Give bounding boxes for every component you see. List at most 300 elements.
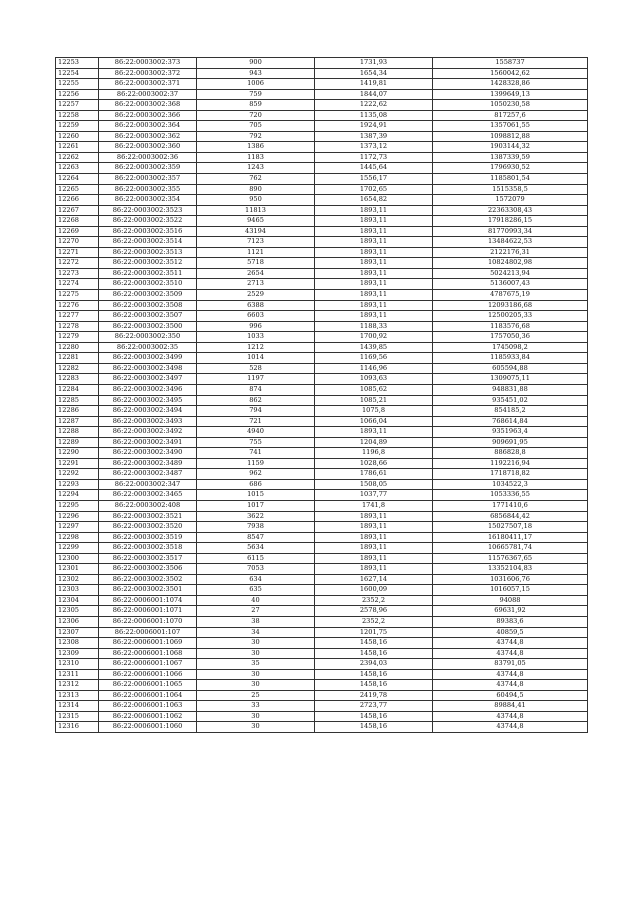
specific-value-cell: 1169,56: [315, 353, 433, 364]
specific-value-cell: 2723,77: [315, 701, 433, 712]
cadastral-number-cell: 86:22:0003002:347: [99, 479, 197, 490]
table-row: [56, 479, 588, 490]
cadastral-number-cell: 86:22:0006001:1074: [99, 595, 197, 606]
specific-value-cell: 1172,73: [315, 152, 433, 163]
specific-value-cell: 1893,11: [315, 290, 433, 301]
table-row: [56, 553, 588, 564]
cadastral-value-cell: 43744,8: [433, 680, 588, 691]
area-cell: 862: [197, 395, 315, 406]
cadastral-value-cell: 605594,88: [433, 363, 588, 374]
specific-value-cell: 1135,08: [315, 110, 433, 121]
row-number-cell: 12297: [56, 522, 99, 533]
specific-value-cell: 1893,11: [315, 258, 433, 269]
cadastral-number-cell: 86:22:0003002:408: [99, 500, 197, 511]
cadastral-value-cell: 43744,8: [433, 711, 588, 722]
cadastral-number-cell: 86:22:0003002:3501: [99, 585, 197, 596]
area-cell: 762: [197, 174, 315, 185]
cadastral-value-cell: 935451,02: [433, 395, 588, 406]
area-cell: 943: [197, 68, 315, 79]
table-row: [56, 585, 588, 596]
specific-value-cell: 1387,39: [315, 131, 433, 142]
specific-value-cell: 1458,16: [315, 648, 433, 659]
row-number-cell: 12304: [56, 595, 99, 606]
table-row: [56, 648, 588, 659]
row-number-cell: 12294: [56, 490, 99, 501]
area-cell: 1159: [197, 458, 315, 469]
specific-value-cell: 1196,8: [315, 448, 433, 459]
row-number-cell: 12254: [56, 68, 99, 79]
area-cell: 30: [197, 669, 315, 680]
specific-value-cell: 1893,11: [315, 205, 433, 216]
cadastral-value-cell: 1515358,5: [433, 184, 588, 195]
row-number-cell: 12290: [56, 448, 99, 459]
specific-value-cell: 1893,11: [315, 268, 433, 279]
table-row: [56, 532, 588, 543]
area-cell: 40: [197, 595, 315, 606]
cadastral-number-cell: 86:22:0003002:3514: [99, 237, 197, 248]
cadastral-number-cell: 86:22:0003002:359: [99, 163, 197, 174]
row-number-cell: 12296: [56, 511, 99, 522]
table-row: [56, 564, 588, 575]
area-cell: 30: [197, 648, 315, 659]
row-number-cell: 12285: [56, 395, 99, 406]
cadastral-number-cell: 86:22:0006001:1060: [99, 722, 197, 733]
specific-value-cell: 1700,92: [315, 332, 433, 343]
specific-value-cell: 1731,93: [315, 58, 433, 69]
table-row: [56, 722, 588, 733]
cadastral-value-cell: 22363308,43: [433, 205, 588, 216]
cadastral-value-cell: 83791,05: [433, 659, 588, 670]
row-number-cell: 12312: [56, 680, 99, 691]
table-row: [56, 279, 588, 290]
cadastral-value-cell: 948831,88: [433, 384, 588, 395]
cadastral-value-cell: 15027507,18: [433, 522, 588, 533]
area-cell: 6115: [197, 553, 315, 564]
area-cell: 1014: [197, 353, 315, 364]
cadastral-number-cell: 86:22:0003002:3495: [99, 395, 197, 406]
cadastral-number-cell: 86:22:0003002:373: [99, 58, 197, 69]
table-row: [56, 690, 588, 701]
cadastral-number-cell: 86:22:0003002:3507: [99, 311, 197, 322]
specific-value-cell: 1508,05: [315, 479, 433, 490]
cadastral-value-cell: 1428328,86: [433, 79, 588, 90]
row-number-cell: 12262: [56, 152, 99, 163]
table-row: [56, 226, 588, 237]
specific-value-cell: 1893,11: [315, 311, 433, 322]
specific-value-cell: 1893,11: [315, 226, 433, 237]
cadastral-number-cell: 86:22:0003002:3516: [99, 226, 197, 237]
cadastral-number-cell: 86:22:0003002:350: [99, 332, 197, 343]
specific-value-cell: 2419,78: [315, 690, 433, 701]
cadastral-value-cell: 1796930,52: [433, 163, 588, 174]
row-number-cell: 12266: [56, 195, 99, 206]
cadastral-number-cell: 86:22:0003002:3500: [99, 321, 197, 332]
cadastral-value-cell: 81770993,34: [433, 226, 588, 237]
specific-value-cell: 1445,64: [315, 163, 433, 174]
specific-value-cell: 1893,11: [315, 216, 433, 227]
cadastral-number-cell: 86:22:0003002:3509: [99, 290, 197, 301]
table-row: [56, 321, 588, 332]
table-row: [56, 68, 588, 79]
cadastral-number-cell: 86:22:0003002:3494: [99, 406, 197, 417]
specific-value-cell: 1458,16: [315, 711, 433, 722]
cadastral-number-cell: 86:22:0003002:3499: [99, 353, 197, 364]
row-number-cell: 12256: [56, 89, 99, 100]
table-row: [56, 58, 588, 69]
cadastral-number-cell: 86:22:0003002:3520: [99, 522, 197, 533]
row-number-cell: 12253: [56, 58, 99, 69]
cadastral-value-cell: 1560042,62: [433, 68, 588, 79]
cadastral-value-cell: 43744,8: [433, 722, 588, 733]
row-number-cell: 12310: [56, 659, 99, 670]
specific-value-cell: 1222,62: [315, 100, 433, 111]
table-row: [56, 268, 588, 279]
cadastral-value-cell: 1031606,76: [433, 574, 588, 585]
cadastral-value-cell: 10824802,98: [433, 258, 588, 269]
cadastral-value-cell: 1183576,68: [433, 321, 588, 332]
cadastral-value-cell: 12500205,33: [433, 311, 588, 322]
area-cell: 30: [197, 711, 315, 722]
cadastral-number-cell: 86:22:0003002:3511: [99, 268, 197, 279]
area-cell: 1243: [197, 163, 315, 174]
cadastral-number-cell: 86:22:0003002:364: [99, 121, 197, 132]
specific-value-cell: 1893,11: [315, 511, 433, 522]
cadastral-value-cell: 94088: [433, 595, 588, 606]
cadastral-number-cell: 86:22:0003002:3519: [99, 532, 197, 543]
area-cell: 755: [197, 437, 315, 448]
specific-value-cell: 1373,12: [315, 142, 433, 153]
row-number-cell: 12274: [56, 279, 99, 290]
row-number-cell: 12309: [56, 648, 99, 659]
row-number-cell: 12260: [56, 131, 99, 142]
table-row: [56, 469, 588, 480]
specific-value-cell: 1786,61: [315, 469, 433, 480]
row-number-cell: 12269: [56, 226, 99, 237]
row-number-cell: 12307: [56, 627, 99, 638]
specific-value-cell: 1201,75: [315, 627, 433, 638]
specific-value-cell: 1146,96: [315, 363, 433, 374]
area-cell: 721: [197, 416, 315, 427]
cadastral-number-cell: 86:22:0003002:357: [99, 174, 197, 185]
area-cell: 705: [197, 121, 315, 132]
specific-value-cell: 1893,11: [315, 553, 433, 564]
cadastral-value-cell: 1718718,82: [433, 469, 588, 480]
cadastral-value-cell: 12093186,68: [433, 300, 588, 311]
cadastral-value-cell: 1558737: [433, 58, 588, 69]
row-number-cell: 12258: [56, 110, 99, 121]
area-cell: 2713: [197, 279, 315, 290]
specific-value-cell: 1439,85: [315, 342, 433, 353]
table-row: [56, 174, 588, 185]
row-number-cell: 12282: [56, 363, 99, 374]
area-cell: 1015: [197, 490, 315, 501]
row-number-cell: 12308: [56, 638, 99, 649]
table-row: [56, 205, 588, 216]
table-row: [56, 311, 588, 322]
row-number-cell: 12259: [56, 121, 99, 132]
table-row: [56, 184, 588, 195]
table-row: [56, 511, 588, 522]
row-number-cell: 12286: [56, 406, 99, 417]
table-body: [56, 58, 588, 733]
table-row: [56, 258, 588, 269]
row-number-cell: 12272: [56, 258, 99, 269]
specific-value-cell: 1188,33: [315, 321, 433, 332]
area-cell: 5718: [197, 258, 315, 269]
table-row: [56, 574, 588, 585]
row-number-cell: 12265: [56, 184, 99, 195]
row-number-cell: 12267: [56, 205, 99, 216]
cadastral-number-cell: 86:22:0003002:3502: [99, 574, 197, 585]
cadastral-number-cell: 86:22:0003002:3518: [99, 543, 197, 554]
area-cell: 890: [197, 184, 315, 195]
area-cell: 1183: [197, 152, 315, 163]
cadastral-value-cell: 69631,92: [433, 606, 588, 617]
row-number-cell: 12277: [56, 311, 99, 322]
area-cell: 635: [197, 585, 315, 596]
area-cell: 30: [197, 722, 315, 733]
cadastral-number-cell: 86:22:0006001:1062: [99, 711, 197, 722]
specific-value-cell: 1654,82: [315, 195, 433, 206]
area-cell: 1121: [197, 247, 315, 258]
cadastral-number-cell: 86:22:0003002:3489: [99, 458, 197, 469]
area-cell: 1197: [197, 374, 315, 385]
row-number-cell: 12316: [56, 722, 99, 733]
row-number-cell: 12288: [56, 427, 99, 438]
row-number-cell: 12264: [56, 174, 99, 185]
area-cell: 25: [197, 690, 315, 701]
table-row: [56, 448, 588, 459]
cadastral-value-cell: 5136007,43: [433, 279, 588, 290]
area-cell: 6603: [197, 311, 315, 322]
area-cell: 1033: [197, 332, 315, 343]
cadastral-value-cell: 89884,41: [433, 701, 588, 712]
table-row: [56, 110, 588, 121]
table-row: [56, 290, 588, 301]
row-number-cell: 12257: [56, 100, 99, 111]
area-cell: 794: [197, 406, 315, 417]
cadastral-number-cell: 86:22:0006001:1067: [99, 659, 197, 670]
cadastral-value-cell: 16180411,17: [433, 532, 588, 543]
specific-value-cell: 2394,03: [315, 659, 433, 670]
area-cell: 27: [197, 606, 315, 617]
area-cell: 3622: [197, 511, 315, 522]
cadastral-number-cell: 86:22:0006001:1071: [99, 606, 197, 617]
area-cell: 7053: [197, 564, 315, 575]
row-number-cell: 12315: [56, 711, 99, 722]
area-cell: 7938: [197, 522, 315, 533]
cadastral-value-cell: 1572079: [433, 195, 588, 206]
specific-value-cell: 1204,89: [315, 437, 433, 448]
cadastral-number-cell: 86:22:0003002:354: [99, 195, 197, 206]
table-row: [56, 374, 588, 385]
table-row: [56, 543, 588, 554]
area-cell: 528: [197, 363, 315, 374]
table-row: [56, 437, 588, 448]
table-row: [56, 711, 588, 722]
specific-value-cell: 1075,8: [315, 406, 433, 417]
table-row: [56, 500, 588, 511]
cadastral-number-cell: 86:22:0003002:3465: [99, 490, 197, 501]
specific-value-cell: 1600,09: [315, 585, 433, 596]
table-row: [56, 490, 588, 501]
cadastral-number-cell: 86:22:0003002:3506: [99, 564, 197, 575]
table-row: [56, 237, 588, 248]
specific-value-cell: 1893,11: [315, 247, 433, 258]
specific-value-cell: 1037,77: [315, 490, 433, 501]
table-row: [56, 100, 588, 111]
cadastral-value-cell: 909691,95: [433, 437, 588, 448]
row-number-cell: 12313: [56, 690, 99, 701]
row-number-cell: 12305: [56, 606, 99, 617]
cadastral-number-cell: 86:22:0003002:3523: [99, 205, 197, 216]
row-number-cell: 12314: [56, 701, 99, 712]
area-cell: 9465: [197, 216, 315, 227]
row-number-cell: 12300: [56, 553, 99, 564]
cadastral-value-cell: 43744,8: [433, 648, 588, 659]
area-cell: 35: [197, 659, 315, 670]
cadastral-number-cell: 86:22:0003002:37: [99, 89, 197, 100]
table-row: [56, 121, 588, 132]
cadastral-value-cell: 1387339,59: [433, 152, 588, 163]
area-cell: 1017: [197, 500, 315, 511]
area-cell: 38: [197, 616, 315, 627]
specific-value-cell: 1893,11: [315, 427, 433, 438]
table-row: [56, 669, 588, 680]
area-cell: 1386: [197, 142, 315, 153]
area-cell: 34: [197, 627, 315, 638]
row-number-cell: 12281: [56, 353, 99, 364]
specific-value-cell: 1893,11: [315, 279, 433, 290]
cadastral-value-cell: 1050230,58: [433, 100, 588, 111]
row-number-cell: 12311: [56, 669, 99, 680]
row-number-cell: 12289: [56, 437, 99, 448]
area-cell: 30: [197, 680, 315, 691]
table-row: [56, 363, 588, 374]
cadastral-value-cell: 1745098,2: [433, 342, 588, 353]
cadastral-number-cell: 86:22:0003002:3498: [99, 363, 197, 374]
cadastral-number-cell: 86:22:0003002:371: [99, 79, 197, 90]
cadastral-value-cell: 768614,84: [433, 416, 588, 427]
table-row: [56, 195, 588, 206]
table-row: [56, 701, 588, 712]
row-number-cell: 12299: [56, 543, 99, 554]
row-number-cell: 12263: [56, 163, 99, 174]
cadastral-value-cell: 9351963,4: [433, 427, 588, 438]
table-row: [56, 353, 588, 364]
specific-value-cell: 1844,07: [315, 89, 433, 100]
row-number-cell: 12276: [56, 300, 99, 311]
area-cell: 30: [197, 638, 315, 649]
row-number-cell: 12301: [56, 564, 99, 575]
specific-value-cell: 1702,65: [315, 184, 433, 195]
cadastral-number-cell: 86:22:0003002:35: [99, 342, 197, 353]
cadastral-value-cell: 1192216,94: [433, 458, 588, 469]
table-row: [56, 416, 588, 427]
row-number-cell: 12261: [56, 142, 99, 153]
cadastral-number-cell: 86:22:0003002:3492: [99, 427, 197, 438]
specific-value-cell: 2352,2: [315, 595, 433, 606]
cadastral-number-cell: 86:22:0003002:3496: [99, 384, 197, 395]
cadastral-value-cell: 40859,5: [433, 627, 588, 638]
cadastral-number-cell: 86:22:0006001:1066: [99, 669, 197, 680]
area-cell: 7123: [197, 237, 315, 248]
cadastral-number-cell: 86:22:0006001:1070: [99, 616, 197, 627]
table-row: [56, 606, 588, 617]
specific-value-cell: 1085,21: [315, 395, 433, 406]
cadastral-value-cell: 17918286,15: [433, 216, 588, 227]
row-number-cell: 12292: [56, 469, 99, 480]
area-cell: 43194: [197, 226, 315, 237]
area-cell: 2529: [197, 290, 315, 301]
table-row: [56, 131, 588, 142]
cadastral-value-cell: 43744,8: [433, 638, 588, 649]
cadastral-value-cell: 854185,2: [433, 406, 588, 417]
area-cell: 4940: [197, 427, 315, 438]
table-row: [56, 332, 588, 343]
cadastral-number-cell: 86:22:0003002:3522: [99, 216, 197, 227]
row-number-cell: 12278: [56, 321, 99, 332]
cadastral-value-cell: 1034522,3: [433, 479, 588, 490]
table-row: [56, 627, 588, 638]
cadastral-number-cell: 86:22:0003002:3497: [99, 374, 197, 385]
cadastral-value-table: [55, 57, 588, 733]
specific-value-cell: 1893,11: [315, 543, 433, 554]
cadastral-value-cell: 5024213,94: [433, 268, 588, 279]
cadastral-value-cell: 1771410,6: [433, 500, 588, 511]
specific-value-cell: 1893,11: [315, 300, 433, 311]
area-cell: 859: [197, 100, 315, 111]
row-number-cell: 12275: [56, 290, 99, 301]
row-number-cell: 12273: [56, 268, 99, 279]
row-number-cell: 12268: [56, 216, 99, 227]
cadastral-number-cell: 86:22:0006001:1065: [99, 680, 197, 691]
area-cell: 759: [197, 89, 315, 100]
cadastral-number-cell: 86:22:0003002:3521: [99, 511, 197, 522]
specific-value-cell: 1556,17: [315, 174, 433, 185]
area-cell: 900: [197, 58, 315, 69]
row-number-cell: 12279: [56, 332, 99, 343]
cadastral-number-cell: 86:22:0003002:3493: [99, 416, 197, 427]
row-number-cell: 12271: [56, 247, 99, 258]
table-row: [56, 142, 588, 153]
cadastral-value-cell: 89383,6: [433, 616, 588, 627]
table-row: [56, 342, 588, 353]
row-number-cell: 12302: [56, 574, 99, 585]
table-row: [56, 595, 588, 606]
row-number-cell: 12293: [56, 479, 99, 490]
cadastral-number-cell: 86:22:0003002:3487: [99, 469, 197, 480]
specific-value-cell: 1066,04: [315, 416, 433, 427]
cadastral-number-cell: 86:22:0003002:36: [99, 152, 197, 163]
cadastral-value-cell: 1185933,84: [433, 353, 588, 364]
cadastral-value-cell: 6856844,42: [433, 511, 588, 522]
specific-value-cell: 1893,11: [315, 532, 433, 543]
cadastral-number-cell: 86:22:0003002:366: [99, 110, 197, 121]
cadastral-value-cell: 1399649,13: [433, 89, 588, 100]
area-cell: 33: [197, 701, 315, 712]
row-number-cell: 12287: [56, 416, 99, 427]
area-cell: 1006: [197, 79, 315, 90]
area-cell: 634: [197, 574, 315, 585]
table-row: [56, 300, 588, 311]
cadastral-value-cell: 1357061,55: [433, 121, 588, 132]
area-cell: 996: [197, 321, 315, 332]
specific-value-cell: 1458,16: [315, 722, 433, 733]
cadastral-number-cell: 86:22:0003002:3512: [99, 258, 197, 269]
table-row: [56, 384, 588, 395]
row-number-cell: 12280: [56, 342, 99, 353]
